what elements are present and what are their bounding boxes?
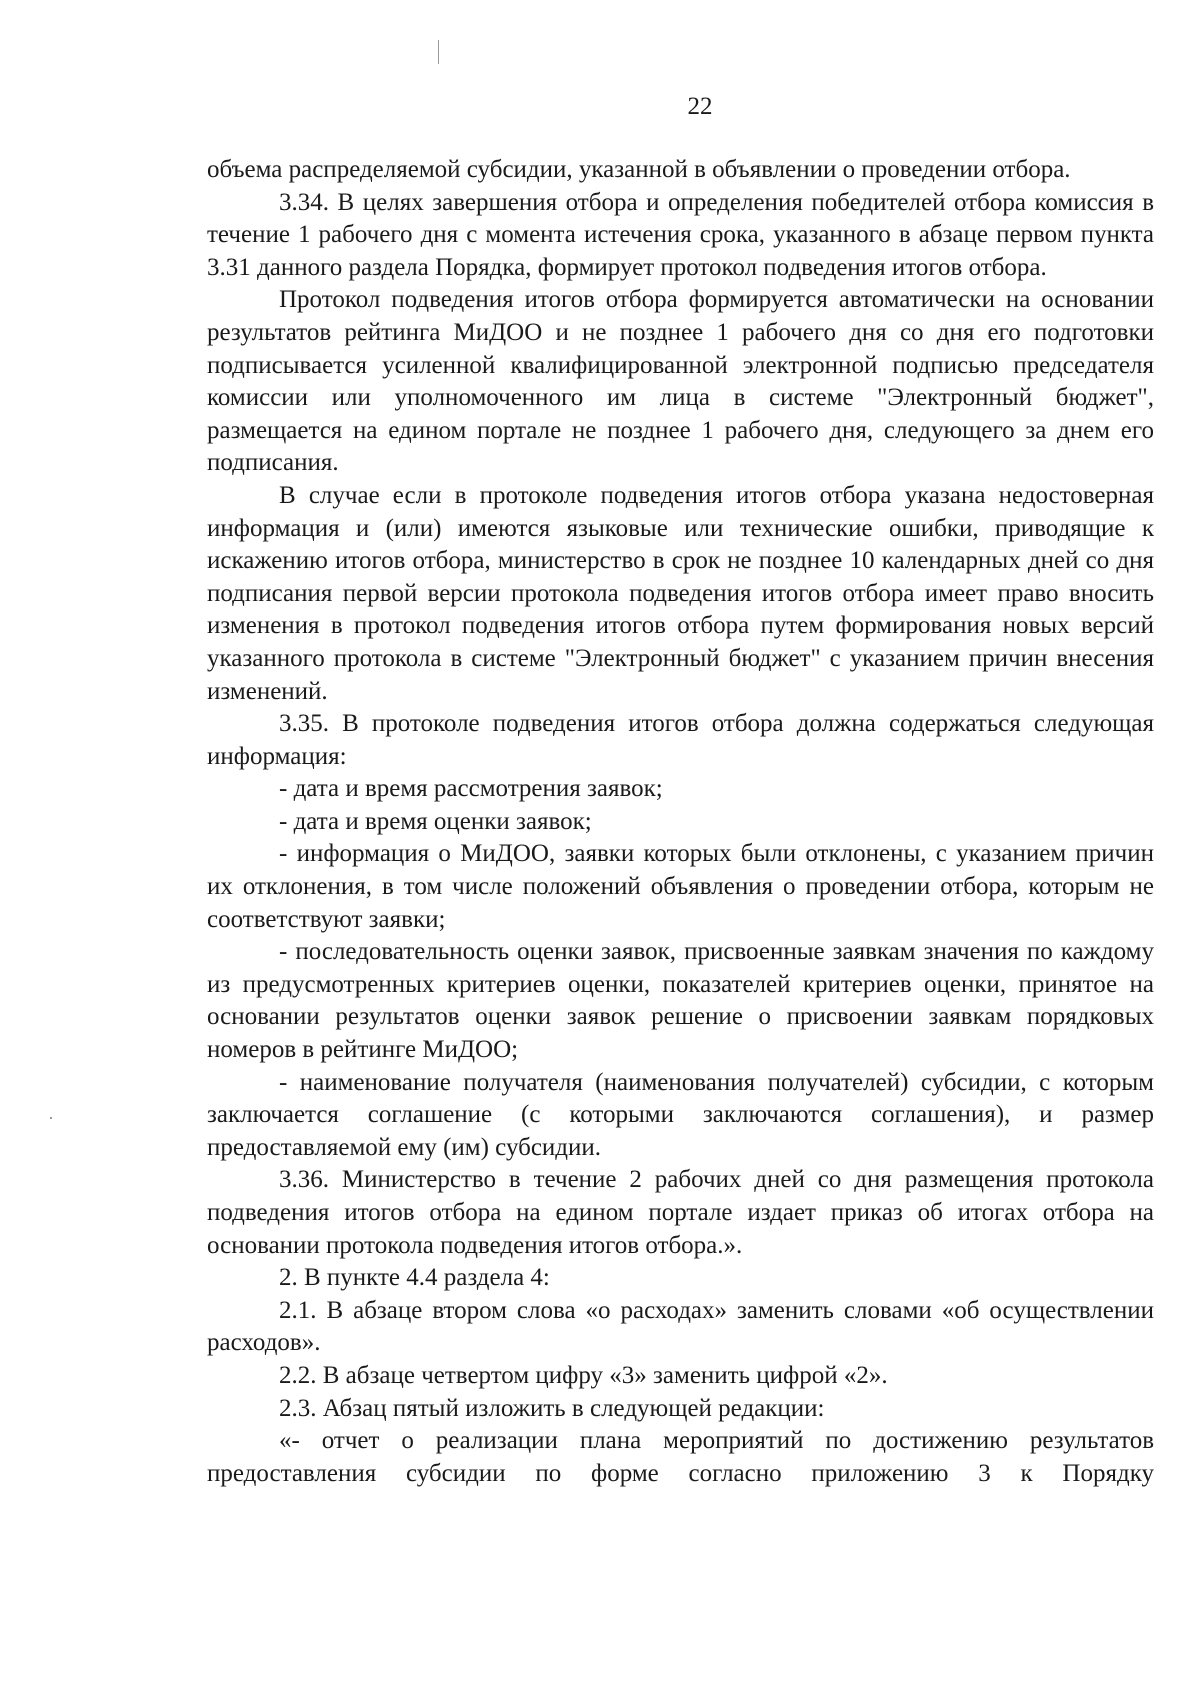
- paragraph: 2. В пункте 4.4 раздела 4:: [279, 1264, 550, 1292]
- paragraph: В случае если в протоколе подведения итогов отбора указана недостоверная информация и (или) имеются языковые или технические ошибки, приводящие к искажению итогов отбора, министерство в срок не позднее 10 календарных дней со дня подписания первой версии протокола подведения итогов отбора имеет право вносить изменения в протокол подведения итогов отбора путем формирования новых версий указанного протокола в системе "Электронный бюджет" с указанием причин внесения изменений.: [207, 481, 1154, 705]
- scan-artifact-dot: [50, 1117, 52, 1119]
- paragraph: 2.3. Абзац пятый изложить в следующей редакции:: [279, 1394, 825, 1422]
- paragraph: 2.1. В абзаце втором слова «о расходах» заменить словами «об осуществлении расходов».: [207, 1296, 1154, 1357]
- scan-artifact-line: [438, 40, 439, 64]
- paragraph: Протокол подведения итогов отбора формируется автоматически на основании результатов рейтинга МиДОО и не позднее 1 рабочего дня со дня его подготовки подписывается усиленной квалифицированной электронной подписью председателя комиссии или уполномоченного им лица в системе "Электронный бюджет", размещается на едином портале не позднее 1 рабочего дня, следующего за днем его подписания.: [207, 286, 1154, 477]
- paragraph: 3.35. В протоколе подведения итогов отбора должна содержаться следующая информация:: [207, 710, 1154, 770]
- paragraph: - информация о МиДОО, заявки которых были отклонены, с указанием причин их отклонения, в том числе положений объявления о проведении отбора, которым не соответствуют заявки;: [207, 840, 1154, 933]
- paragraph: - дата и время оценки заявок;: [279, 807, 592, 835]
- paragraph: 2.2. В абзаце четвертом цифру «3» заменить цифрой «2».: [279, 1361, 888, 1389]
- paragraph: - дата и время рассмотрения заявок;: [279, 775, 663, 803]
- paragraph: - последовательность оценки заявок, присвоенные заявкам значения по каждому из предусмотренных критериев оценки, показателей критериев оценки, принятое на основании результатов оценки заявок решение о присвоении заявкам порядковых номеров в рейтинге МиДОО;: [207, 938, 1154, 1064]
- page-number: 22: [687, 93, 713, 120]
- paragraph: «- отчет о реализации плана мероприятий по достижению результатов предоставления субсидии по форме согласно приложению 3 к Порядку: [207, 1427, 1154, 1487]
- paragraph: 3.34. В целях завершения отбора и определения победителей отбора комиссия в течение 1 рабочего дня с момента истечения срока, указанного в абзаце первом пункта 3.31 данного раздела Порядка, формирует протокол подведения итогов отбора.: [207, 188, 1154, 281]
- paragraph: объема распределяемой субсидии, указанной в объявлении о проведении отбора.: [207, 156, 1071, 183]
- paragraph: 3.36. Министерство в течение 2 рабочих дней со дня размещения протокола подведения итогов отбора на едином портале издает приказ об итогах отбора на основании протокола подведения итогов отбора.».: [207, 1166, 1154, 1259]
- paragraph: - наименование получателя (наименования получателей) субсидии, с которым заключается соглашение (с которыми заключаются соглашения), и размер предоставляемой ему (им) субсидии.: [207, 1068, 1154, 1161]
- document-body: [207, 154, 1154, 1490]
